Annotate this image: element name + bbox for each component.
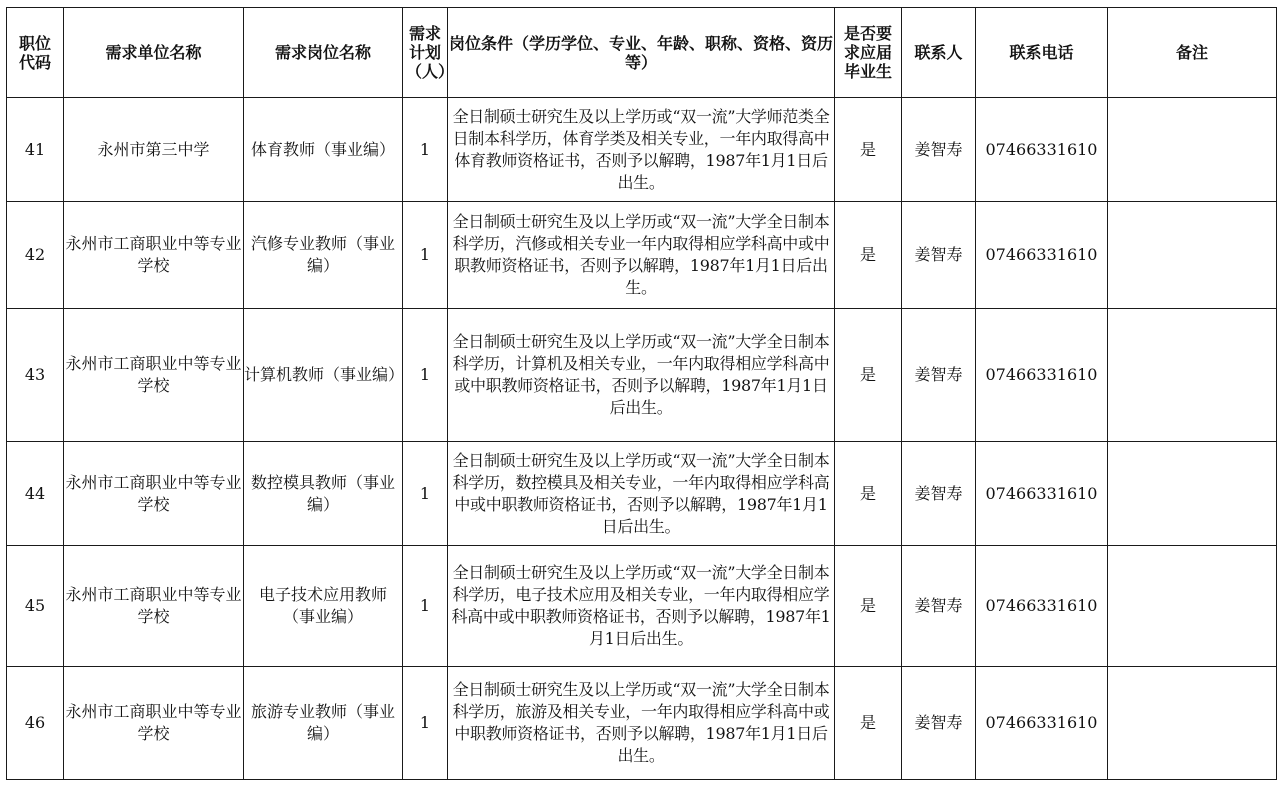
header-code: 职位代码 <box>7 8 64 98</box>
header-post: 需求岗位名称 <box>244 8 403 98</box>
cell-code: 42 <box>7 202 64 309</box>
cell-phone: 07466331610 <box>976 667 1108 780</box>
cell-graduate: 是 <box>835 546 902 667</box>
table-row <box>7 202 1277 309</box>
cell-phone: 07466331610 <box>976 546 1108 667</box>
recruitment-table <box>6 7 1277 780</box>
cell-unit: 永州市工商职业中等专业学校 <box>64 442 244 546</box>
cell-conditions: 全日制硕士研究生及以上学历或“双一流”大学全日制本科学历，汽修或相关专业一年内取得相应学科高中或中职教师资格证书，否则予以解聘，1987年1月1日后出生。 <box>448 202 835 309</box>
cell-unit: 永州市工商职业中等专业学校 <box>64 309 244 442</box>
cell-phone: 07466331610 <box>976 442 1108 546</box>
cell-graduate: 是 <box>835 309 902 442</box>
header-contact: 联系人 <box>902 8 976 98</box>
cell-plan: 1 <box>403 546 448 667</box>
cell-phone: 07466331610 <box>976 98 1108 202</box>
cell-unit: 永州市第三中学 <box>64 98 244 202</box>
cell-conditions: 全日制硕士研究生及以上学历或“双一流”大学全日制本科学历，电子技术应用及相关专业，一年内取得相应学科高中或中职教师资格证书，否则予以解聘，1987年1月1日后出生。 <box>448 546 835 667</box>
cell-conditions: 全日制硕士研究生及以上学历或“双一流”大学全日制本科学历，旅游及相关专业，一年内取得相应学科高中或中职教师资格证书，否则予以解聘，1987年1月1日后出生。 <box>448 667 835 780</box>
cell-post: 旅游专业教师（事业编） <box>244 667 403 780</box>
header-phone: 联系电话 <box>976 8 1108 98</box>
cell-plan: 1 <box>403 442 448 546</box>
cell-plan: 1 <box>403 202 448 309</box>
cell-remark <box>1108 667 1277 780</box>
table-header-row <box>7 8 1277 98</box>
cell-post: 汽修专业教师（事业编） <box>244 202 403 309</box>
table-row <box>7 442 1277 546</box>
cell-contact: 姜智寿 <box>902 202 976 309</box>
cell-code: 41 <box>7 98 64 202</box>
cell-graduate: 是 <box>835 98 902 202</box>
cell-code: 44 <box>7 442 64 546</box>
cell-unit: 永州市工商职业中等专业学校 <box>64 202 244 309</box>
cell-remark <box>1108 309 1277 442</box>
cell-remark <box>1108 98 1277 202</box>
cell-plan: 1 <box>403 98 448 202</box>
header-conditions: 岗位条件（学历学位、专业、年龄、职称、资格、资历等） <box>448 8 835 98</box>
cell-remark <box>1108 442 1277 546</box>
cell-contact: 姜智寿 <box>902 667 976 780</box>
header-unit: 需求单位名称 <box>64 8 244 98</box>
cell-graduate: 是 <box>835 667 902 780</box>
cell-contact: 姜智寿 <box>902 98 976 202</box>
cell-unit: 永州市工商职业中等专业学校 <box>64 546 244 667</box>
cell-conditions: 全日制硕士研究生及以上学历或“双一流”大学全日制本科学历，数控模具及相关专业，一年内取得相应学科高中或中职教师资格证书，否则予以解聘，1987年1月1日后出生。 <box>448 442 835 546</box>
header-graduate: 是否要求应届毕业生 <box>835 8 902 98</box>
cell-code: 43 <box>7 309 64 442</box>
table-row <box>7 309 1277 442</box>
cell-post: 计算机教师（事业编） <box>244 309 403 442</box>
header-plan: 需求计划（人） <box>403 8 448 98</box>
cell-phone: 07466331610 <box>976 202 1108 309</box>
cell-phone: 07466331610 <box>976 309 1108 442</box>
header-remark: 备注 <box>1108 8 1277 98</box>
cell-unit: 永州市工商职业中等专业学校 <box>64 667 244 780</box>
cell-remark <box>1108 202 1277 309</box>
table-row <box>7 667 1277 780</box>
cell-contact: 姜智寿 <box>902 309 976 442</box>
cell-code: 46 <box>7 667 64 780</box>
cell-conditions: 全日制硕士研究生及以上学历或“双一流”大学师范类全日制本科学历，体育学类及相关专业，一年内取得高中体育教师资格证书，否则予以解聘，1987年1月1日后出生。 <box>448 98 835 202</box>
cell-code: 45 <box>7 546 64 667</box>
cell-contact: 姜智寿 <box>902 546 976 667</box>
table-row <box>7 98 1277 202</box>
table-row <box>7 546 1277 667</box>
cell-remark <box>1108 546 1277 667</box>
cell-post: 体育教师（事业编） <box>244 98 403 202</box>
cell-graduate: 是 <box>835 442 902 546</box>
cell-post: 电子技术应用教师（事业编） <box>244 546 403 667</box>
cell-post: 数控模具教师（事业编） <box>244 442 403 546</box>
cell-plan: 1 <box>403 667 448 780</box>
cell-graduate: 是 <box>835 202 902 309</box>
cell-conditions: 全日制硕士研究生及以上学历或“双一流”大学全日制本科学历，计算机及相关专业，一年内取得相应学科高中或中职教师资格证书，否则予以解聘，1987年1月1日后出生。 <box>448 309 835 442</box>
cell-plan: 1 <box>403 309 448 442</box>
cell-contact: 姜智寿 <box>902 442 976 546</box>
